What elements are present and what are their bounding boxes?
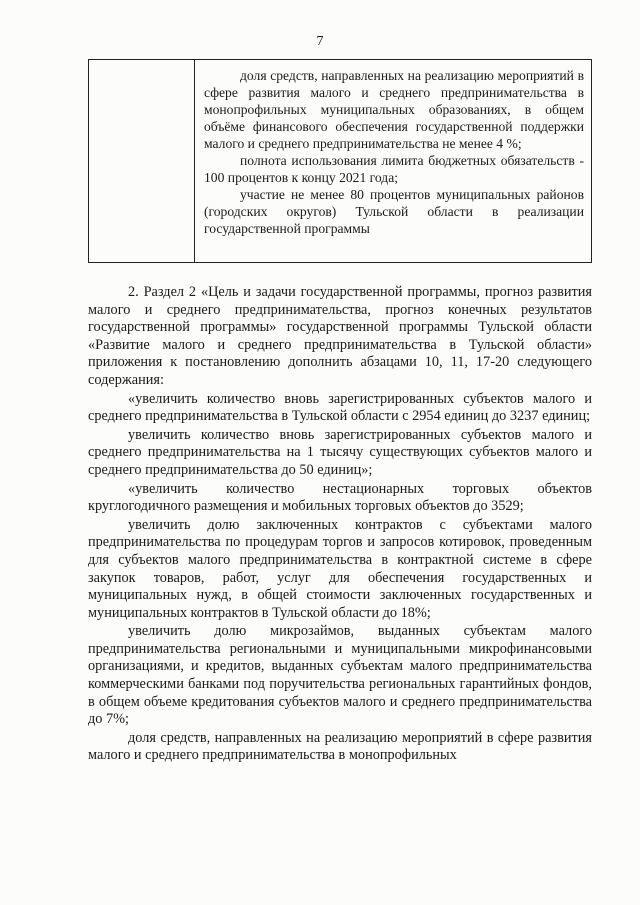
table-paragraph: участие не менее 80 процентов муниципальных районов (городских округов) Тульской области в реализации государственной программы — [204, 187, 584, 236]
page-number: 7 — [316, 34, 324, 49]
body-paragraph: увеличить количество вновь зарегистрированных субъектов малого и среднего предпринимательства на 1 тысячу существующих субъектов малого и среднего предпринимательства до 50 единиц»; — [88, 426, 592, 478]
body-paragraph: доля средств, направленных на реализацию мероприятий в сфере развития малого и среднего предпринимательства в монопрофильных — [88, 729, 592, 764]
body-paragraph: увеличить долю микрозаймов, выданных субъектам малого предпринимательства региональными и муниципальными микрофинансовыми организациями, и кредитов, выданных субъектам малого предпринимательства коммерческими банками под поручительства региональных гарантийных фондов, в общем объеме кредитования субъектов малого и среднего предпринимательства до 7%; — [88, 623, 592, 728]
table-paragraph: полнота использования лимита бюджетных обязательств - 100 процентов к концу 2021 года; — [204, 153, 584, 185]
indicator-table — [88, 59, 592, 263]
table-cell-right — [195, 60, 591, 262]
table-cell-left — [89, 60, 195, 262]
body-paragraph: увеличить долю заключенных контрактов с субъектами малого предпринимательства по процедурам торгов и запросов котировок, проведенным для субъектов малого предпринимательства в контрактной системе в сфере закупок товаров, работ, услуг для обеспечения государственных и муниципальных нужд, в общей стоимости заключенных государственных и муниципальных контрактов в Тульской области до 18%; — [88, 516, 592, 621]
body-paragraph: «увеличить количество нестационарных торговых объектов круглогодичного размещения и мобильных торговых объектов до 3529; — [88, 480, 592, 515]
body-paragraph: «увеличить количество вновь зарегистрированных субъектов малого и среднего предпринимательства в Тульской области с 2954 единиц до 3237 единиц; — [88, 390, 592, 425]
body-text — [88, 284, 592, 766]
table-paragraph: доля средств, направленных на реализацию мероприятий в сфере развития малого и среднего предпринимательства в монопрофильных муниципальных образованиях, в общем объёме финансового обеспечения государственной поддержки малого и среднего предпринимательства не менее 4 %; — [204, 68, 584, 151]
body-paragraph: 2. Раздел 2 «Цель и задачи государственной программы, прогноз развития малого и среднего предпринимательства, прогноз конечных результатов государственной программы» государственной программы Тульской области «Развитие малого и среднего предпринимательства в Тульской области» приложения к постановлению дополнить абзацами 10, 11, 17-20 следующего содержания: — [88, 284, 592, 388]
